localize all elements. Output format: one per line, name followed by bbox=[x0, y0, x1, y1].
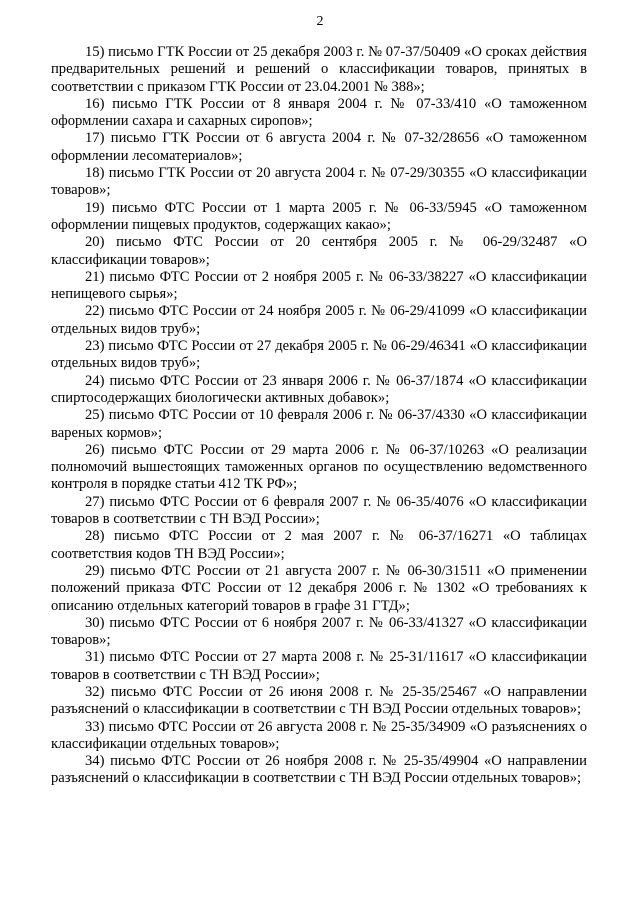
list-item: 28) письмо ФТС России от 2 мая 2007 г. № 06-37/16271 «О таблицах соответствия кодов ТН ВЭД России»; bbox=[51, 528, 587, 562]
list-item: 27) письмо ФТС России от 6 февраля 2007 г. № 06-35/4076 «О классификации товаров в соответствии с ТН ВЭД России»; bbox=[51, 493, 587, 528]
list-item: 22) письмо ФТС России от 24 ноября 2005 г. № 06-29/41099 «О классификации отдельных видов труб»; bbox=[51, 303, 587, 337]
list-item: 18) письмо ГТК России от 20 августа 2004 г. № 07-29/30355 «О классификации товаров»; bbox=[51, 165, 587, 199]
list-item: 21) письмо ФТС России от 2 ноября 2005 г. № 06-33/38227 «О классификации непищевого сырья»; bbox=[51, 268, 587, 303]
list-item: 26) письмо ФТС России от 29 марта 2006 г. № 06-37/10263 «О реализации полномочий вышестоящих таможенных органов по осуществлению ведомственного контроля в порядке статьи 412 ТК РФ»; bbox=[51, 441, 587, 493]
document-list bbox=[51, 44, 587, 788]
list-item: 32) письмо ФТС России от 26 июня 2008 г. № 25-35/25467 «О направлении разъяснений о классификации в соответствии с ТН ВЭД России отдельных товаров»; bbox=[51, 683, 587, 718]
list-item: 20) письмо ФТС России от 20 сентября 2005 г. № 06-29/32487 «О классификации товаров»; bbox=[51, 234, 587, 268]
list-item: 33) письмо ФТС России от 26 августа 2008 г. № 25-35/34909 «О разъяснениях о классификации отдельных товаров»; bbox=[51, 718, 587, 752]
list-item: 30) письмо ФТС России от 6 ноября 2007 г. № 06-33/41327 «О классификации товаров»; bbox=[51, 614, 587, 649]
list-item: 24) письмо ФТС России от 23 января 2006 г. № 06-37/1874 «О классификации спиртосодержащих биологически активных добавок»; bbox=[51, 372, 587, 406]
list-item: 15) письмо ГТК России от 25 декабря 2003 г. № 07-37/50409 «О сроках действия предварительных решений и решений о классификации товаров, принятых в соответствии с приказом ГТК России от 23.04.2001 № 388»; bbox=[51, 44, 587, 95]
list-item: 31) письмо ФТС России от 27 марта 2008 г. № 25-31/11617 «О классификации товаров в соответствии с ТН ВЭД России»; bbox=[51, 649, 587, 683]
list-item: 25) письмо ФТС России от 10 февраля 2006 г. № 06-37/4330 «О классификации вареных кормов»; bbox=[51, 407, 587, 441]
list-item: 16) письмо ГТК России от 8 января 2004 г. № 07-33/410 «О таможенном оформлении сахара и сахарных сиропов»; bbox=[51, 95, 587, 130]
page-number: 2 bbox=[316, 14, 324, 29]
list-item: 19) письмо ФТС России от 1 марта 2005 г. № 06-33/5945 «О таможенном оформлении пищевых продуктов, содержащих какао»; bbox=[51, 199, 587, 233]
list-item: 29) письмо ФТС России от 21 августа 2007 г. № 06-30/31511 «О применении положений приказа ФТС России от 12 декабря 2006 г. № 1302 «О требованиях к описанию отдельных категорий товаров в графе 31 ГТД»; bbox=[51, 562, 587, 614]
list-item: 17) письмо ГТК России от 6 августа 2004 г. № 07-32/28656 «О таможенном оформлении лесоматериалов»; bbox=[51, 130, 587, 164]
list-item: 34) письмо ФТС России от 26 ноября 2008 г. № 25-35/49904 «О направлении разъяснений о классификации в соответствии с ТН ВЭД России отдельных товаров»; bbox=[51, 753, 587, 787]
list-item: 23) письмо ФТС России от 27 декабря 2005 г. № 06-29/46341 «О классификации отдельных видов труб»; bbox=[51, 338, 587, 372]
